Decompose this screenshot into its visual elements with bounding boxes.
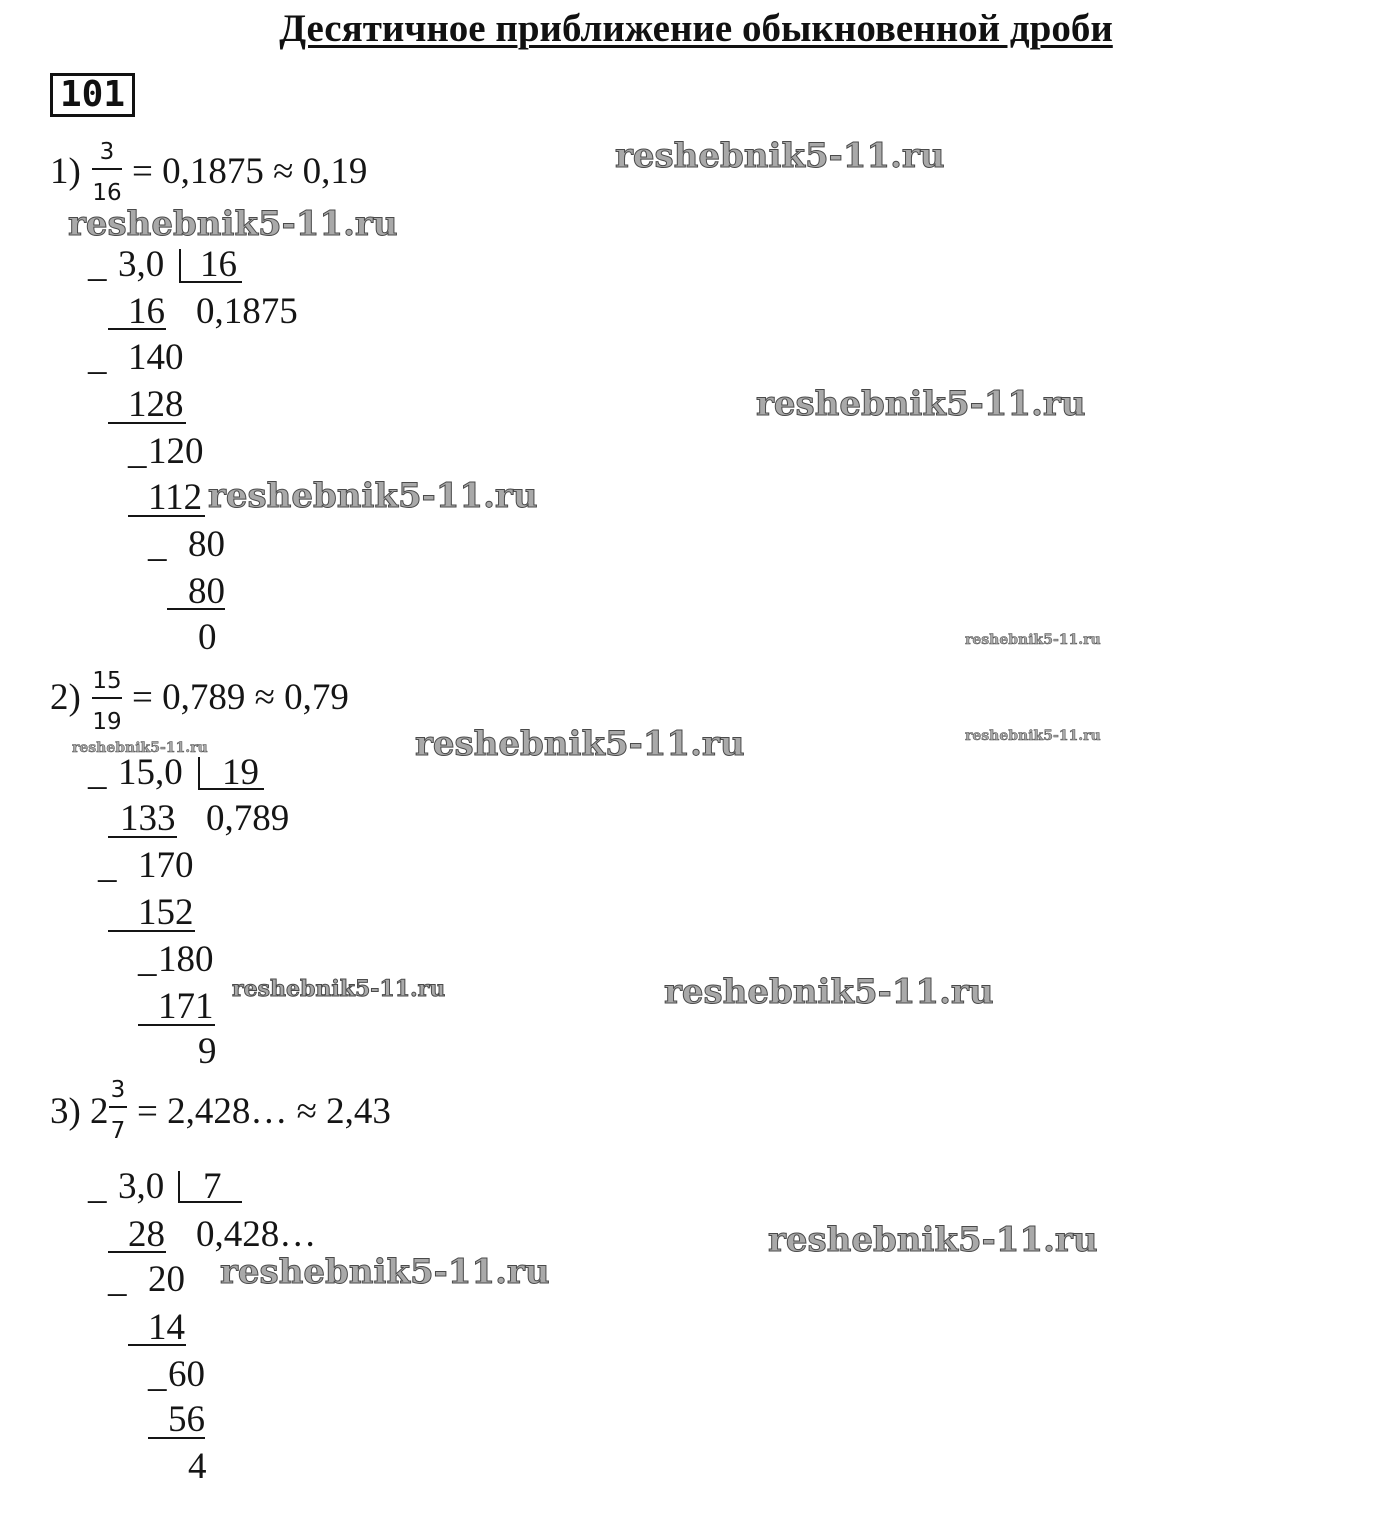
division-step: 171 xyxy=(158,986,214,1027)
quotient: 0,1875 xyxy=(196,291,298,332)
quotient: 0,428… xyxy=(196,1214,317,1255)
dividend: 15,0 xyxy=(118,752,183,793)
problem-result: = 2,428… ≈ 2,43 xyxy=(137,1091,391,1132)
division-step: 180 xyxy=(158,939,214,980)
division-step: 14 xyxy=(148,1307,185,1348)
problem-label: 2) xyxy=(50,677,81,718)
divisor: 7 xyxy=(203,1166,222,1207)
divisor: 19 xyxy=(222,752,259,793)
minus-sign: _ xyxy=(88,337,107,378)
problem-label: 1) xyxy=(50,151,81,192)
exercise-number: 101 xyxy=(50,73,135,117)
fraction xyxy=(92,668,122,735)
step-underline xyxy=(167,608,225,610)
mixed-number-whole: 2 xyxy=(90,1091,109,1132)
step-underline xyxy=(138,1024,215,1026)
division-step: 120 xyxy=(148,431,204,472)
fraction-numerator: 15 xyxy=(92,668,122,694)
division-remainder: 0 xyxy=(198,617,217,658)
division-step: 128 xyxy=(128,384,184,425)
division-step: 112 xyxy=(148,477,203,518)
watermark: reshebnik5-11.ru xyxy=(68,204,398,244)
watermark: reshebnik5-11.ru xyxy=(756,384,1086,424)
watermark: reshebnik5-11.ru xyxy=(72,740,208,756)
watermark: reshebnik5-11.ru xyxy=(232,976,446,1002)
division-step: 170 xyxy=(138,845,194,886)
problem-result: = 0,789 ≈ 0,79 xyxy=(132,677,349,718)
fraction-denominator: 16 xyxy=(92,180,122,206)
quotient: 0,789 xyxy=(206,798,290,839)
dividend: 3,0 xyxy=(118,244,165,285)
watermark: reshebnik5-11.ru xyxy=(220,1252,550,1292)
step-underline xyxy=(108,328,166,330)
fraction-numerator: 3 xyxy=(110,1077,126,1103)
minus-sign: _ xyxy=(148,524,167,565)
dividend: 3,0 xyxy=(118,1166,165,1207)
fraction-bar xyxy=(92,168,122,170)
step-underline xyxy=(108,1251,166,1253)
watermark: reshebnik5-11.ru xyxy=(965,728,1101,744)
minus-sign: _ xyxy=(98,845,117,886)
watermark: reshebnik5-11.ru xyxy=(415,724,745,764)
problem-result: = 0,1875 ≈ 0,19 xyxy=(132,151,368,192)
minus-sign: _ xyxy=(88,752,107,793)
watermark: reshebnik5-11.ru xyxy=(615,136,945,176)
watermark: reshebnik5-11.ru xyxy=(664,972,994,1012)
watermark: reshebnik5-11.ru xyxy=(208,476,538,516)
minus-sign: _ xyxy=(138,939,157,980)
division-remainder: 9 xyxy=(198,1031,217,1072)
division-step: 28 xyxy=(128,1214,165,1255)
division-step: 80 xyxy=(188,524,225,565)
division-step: 20 xyxy=(148,1259,185,1300)
step-underline xyxy=(108,422,186,424)
fraction-numerator: 3 xyxy=(99,139,115,165)
fraction-denominator: 19 xyxy=(92,709,122,735)
division-step: 133 xyxy=(120,798,176,839)
division-step: 60 xyxy=(168,1354,205,1395)
problem-label: 3) xyxy=(50,1091,81,1132)
minus-sign: _ xyxy=(128,431,147,472)
step-underline xyxy=(128,515,205,517)
fraction-bar xyxy=(109,1106,127,1108)
division-step: 56 xyxy=(168,1399,205,1440)
divisor: 16 xyxy=(200,244,237,285)
minus-sign: _ xyxy=(148,1354,167,1395)
minus-sign: _ xyxy=(88,1166,107,1207)
page-title: Десятичное приближение обыкновенной дроби xyxy=(279,7,1113,50)
minus-sign: _ xyxy=(108,1259,127,1300)
step-underline xyxy=(108,836,177,838)
division-step: 140 xyxy=(128,337,184,378)
division-step: 152 xyxy=(138,892,194,933)
fraction xyxy=(92,139,122,206)
fraction xyxy=(109,1077,127,1144)
minus-sign: _ xyxy=(88,244,107,285)
division-remainder: 4 xyxy=(188,1446,207,1487)
fraction-denominator: 7 xyxy=(110,1118,126,1144)
fraction-bar xyxy=(92,697,122,699)
division-step: 16 xyxy=(128,291,165,332)
step-underline xyxy=(108,930,195,932)
watermark: reshebnik5-11.ru xyxy=(768,1220,1098,1260)
step-underline xyxy=(128,1344,186,1346)
watermark: reshebnik5-11.ru xyxy=(965,632,1101,648)
division-step: 80 xyxy=(188,571,225,612)
step-underline xyxy=(148,1437,205,1439)
